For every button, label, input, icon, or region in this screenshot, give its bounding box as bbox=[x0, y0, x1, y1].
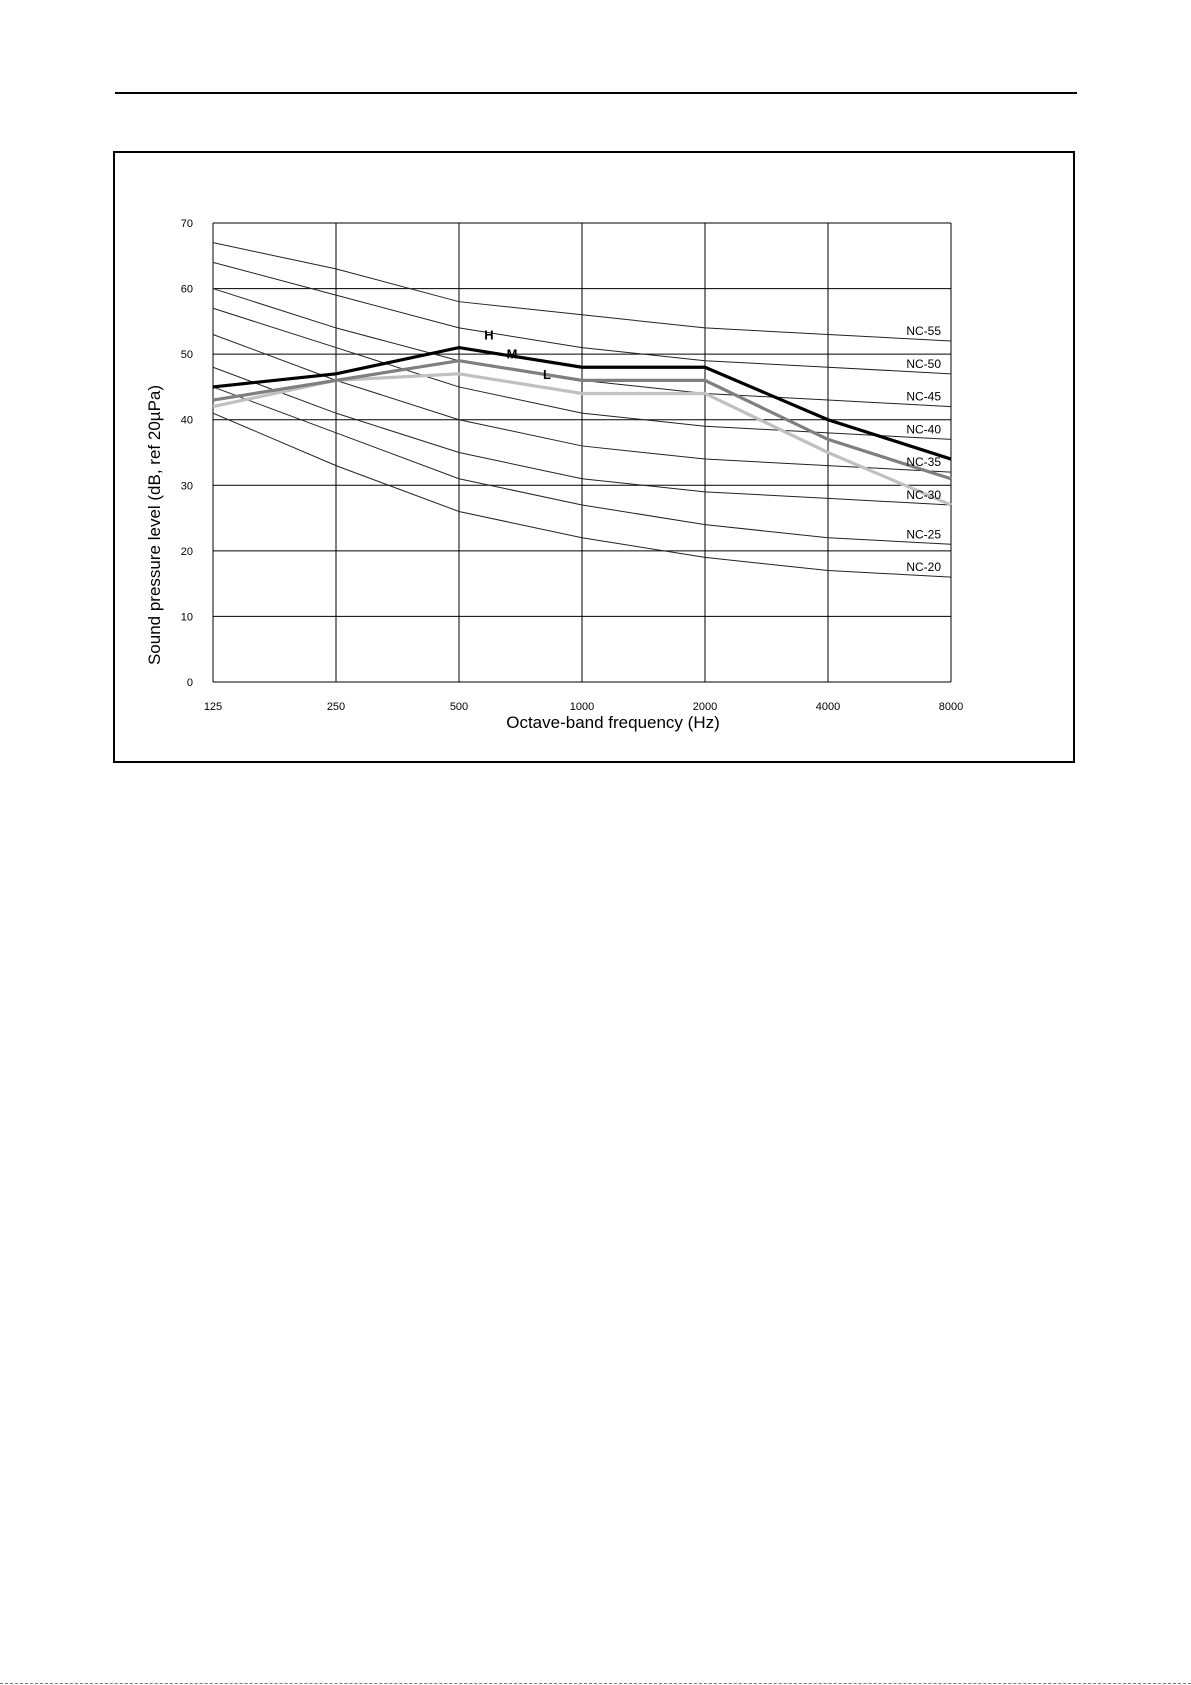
x-axis-title: Octave-band frequency (Hz) bbox=[506, 713, 720, 732]
x-tick-label: 8000 bbox=[938, 701, 964, 713]
series-label-m: M bbox=[506, 346, 518, 362]
chart-frame bbox=[113, 151, 1075, 763]
nc-curves-chart bbox=[115, 153, 1073, 761]
nc-curve-label: NC-20 bbox=[906, 560, 941, 575]
nc-curve-label: NC-55 bbox=[906, 324, 941, 339]
x-tick-label: 2000 bbox=[692, 701, 718, 713]
series-label-h: H bbox=[484, 327, 494, 343]
footer-rule bbox=[0, 1683, 1191, 1684]
y-tick-label: 60 bbox=[180, 283, 193, 296]
series-label-l: L bbox=[543, 366, 551, 382]
y-tick-label: 40 bbox=[180, 414, 193, 427]
nc-curve-label: NC-45 bbox=[906, 389, 941, 404]
x-tick-label: 1000 bbox=[569, 701, 595, 713]
y-tick-label: 30 bbox=[180, 480, 193, 493]
x-tick-label: 4000 bbox=[815, 701, 841, 713]
y-tick-label: 70 bbox=[180, 218, 193, 230]
header-rule bbox=[115, 92, 1077, 94]
x-tick-label: 500 bbox=[449, 701, 469, 713]
nc-curve-label: NC-25 bbox=[906, 527, 941, 542]
x-tick-label: 250 bbox=[326, 701, 346, 713]
y-tick-label: 10 bbox=[180, 611, 193, 624]
y-tick-label: 50 bbox=[180, 349, 193, 362]
y-tick-label: 20 bbox=[180, 545, 193, 558]
nc-curve-label: NC-50 bbox=[906, 356, 941, 371]
labels bbox=[181, 218, 963, 713]
nc-curve-label: NC-35 bbox=[906, 455, 941, 470]
nc-curve-label: NC-30 bbox=[906, 487, 941, 502]
y-axis-title: Sound pressure level (dB, ref 20µPa) bbox=[145, 384, 164, 666]
y-tick-label: 0 bbox=[186, 677, 193, 689]
x-tick-label: 125 bbox=[203, 701, 223, 713]
nc-curve-label: NC-40 bbox=[906, 422, 941, 437]
